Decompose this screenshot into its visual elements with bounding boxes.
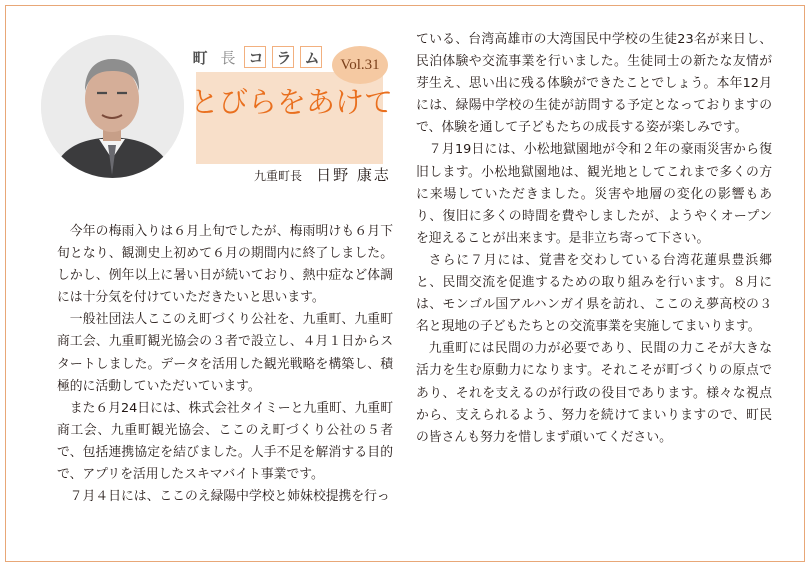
column-label-char: ム [298,44,326,72]
column-label-char: コ [242,44,270,72]
column-label-char: 町 [192,49,208,67]
author-role: 九重町長 [254,169,303,183]
paragraph: 一般社団法人ここのえ町づくり公社を、九重町、九重町商工会、九重町観光協会の３者で設立し、４月１日からスタートしました。データを活用した観光戦略を構築し、積極的に活動していただいています。 [57,312,393,394]
column-label-char: ラ [270,44,298,72]
column-label [186,44,326,72]
paragraph: ７月４日には、ここのえ緑陽中学校と姉妹校提携を行っ [69,489,390,505]
portrait-photo-icon [41,35,184,178]
author-name: 日野 康志 [316,166,391,184]
paragraph-continuation: ている、台湾高雄市の大湾国民中学校の生徒23名が来日し、民泊体験や交流事業を行いました。生徒同士の新たな友情が芽生え、思い出に残る体験ができたことでしょう。本年12月には、緑陽中学校の生徒が訪問する予定となっておりますので、体験を通して子どもたちの成長する姿が楽しみです。 [416,32,773,136]
volume-badge: Vol.31 [332,46,388,84]
column-label-char: 長 [220,49,236,67]
paragraph: 九重町には民間の力が必要であり、民間の力こそが大きな活力を生む原動力になります。それこそが町づくりの原点であり、それを支えるのが行政の役目であります。様々な視点から、支えられるよう、努力を続けてまいりますので、町民の皆さんも努力を惜しまず頑いてください。 [416,341,772,445]
right-text-column [416,29,772,449]
column-title-block [186,44,394,162]
paragraph: 今年の梅雨入りは６月上旬でしたが、梅雨明けも６月下旬となり、観測史上初めて６月の期間内に終了しました。しかし、例年以上に暑い日が続いており、熱中症など体調には十分気を付けていただきたいと思います。 [57,224,393,306]
left-text-column [57,221,393,508]
mayor-portrait [41,35,184,178]
column-title: とびらをあけて [190,85,394,119]
paragraph: ７月19日には、小松地獄園地が令和２年の豪雨災害から復旧します。小松地獄園地は、観光地としてこれまで多くの方に来場していただきました。災害や地層の変化の影響もあり、復旧に多くの時間を費やしましたが、ようやくオープンを迎えることが出来ます。是非立ち寄って下さい。 [416,142,772,246]
paragraph: さらに７月には、覚書を交わしている台湾花蓮県豊浜郷と、民間交流を促進するための取り組みを行います。８月には、モンゴル国アルハンガイ県を訪れ、ここのえ夢高校の３名と現地の子どもたちとの交流事業を実施してまいります。 [416,252,772,335]
paragraph: また６月24日には、株式会社タイミーと九重町、九重町商工会、九重町観光協会、ここのえ町づくり公社の５者で、包括連携協定を結びました。人手不足を解消する目的で、アプリを活用したスキマバイト事業です。 [57,400,393,483]
author-byline [254,164,391,185]
